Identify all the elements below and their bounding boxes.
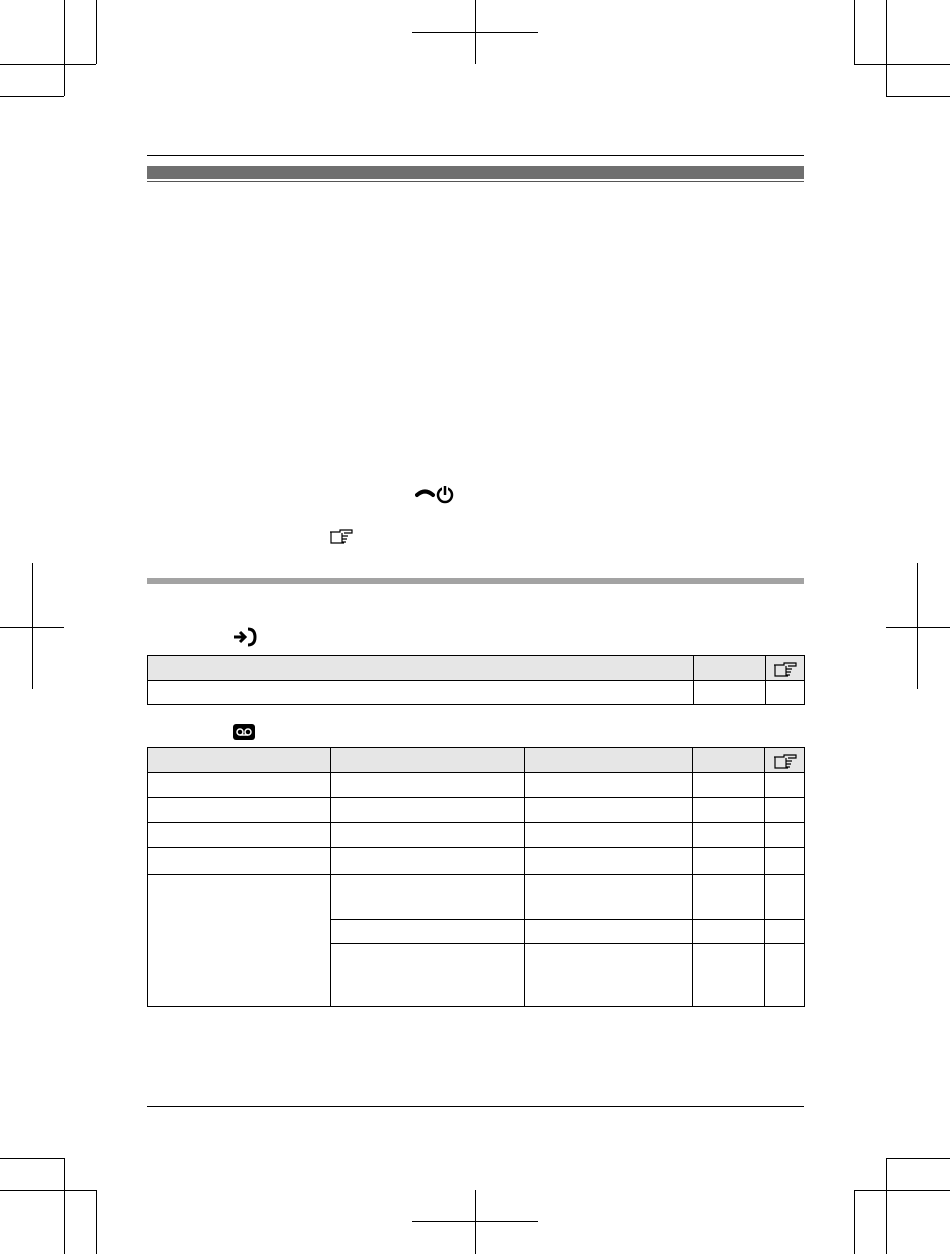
- pointing-hand-icon: [772, 753, 798, 771]
- table-header-row: [148, 748, 805, 773]
- call-table: [147, 655, 805, 705]
- table-header-row: [148, 656, 805, 681]
- table-row: [148, 875, 805, 920]
- incoming-call-arrow-icon: [233, 627, 257, 647]
- section-rule: [147, 578, 804, 584]
- header-cell: [331, 748, 525, 773]
- table-row: [148, 681, 805, 705]
- merged-cell: [148, 875, 331, 1007]
- table-cell: [766, 681, 805, 705]
- header-cell: [765, 748, 805, 773]
- table-row: [148, 823, 805, 848]
- table-row: [148, 773, 805, 798]
- header-cell: [766, 656, 805, 681]
- header-cell: [694, 656, 766, 681]
- header-cell: [693, 748, 765, 773]
- hang-up-power-icon: [415, 485, 457, 505]
- header-cell: [148, 748, 331, 773]
- header-bottom-rule: [147, 181, 804, 182]
- header-cell: [525, 748, 693, 773]
- table-row: [148, 848, 805, 875]
- header-top-rule: [147, 155, 804, 156]
- table-cell: [148, 681, 694, 705]
- voicemail-tape-icon: [233, 724, 255, 740]
- pointing-hand-icon: [328, 528, 354, 546]
- header-band: [147, 166, 804, 179]
- pointing-hand-icon: [772, 661, 798, 679]
- table-row: [148, 798, 805, 823]
- header-cell: [148, 656, 694, 681]
- answering-table: [147, 747, 805, 1007]
- table-cell: [694, 681, 766, 705]
- footer-rule: [147, 1106, 804, 1107]
